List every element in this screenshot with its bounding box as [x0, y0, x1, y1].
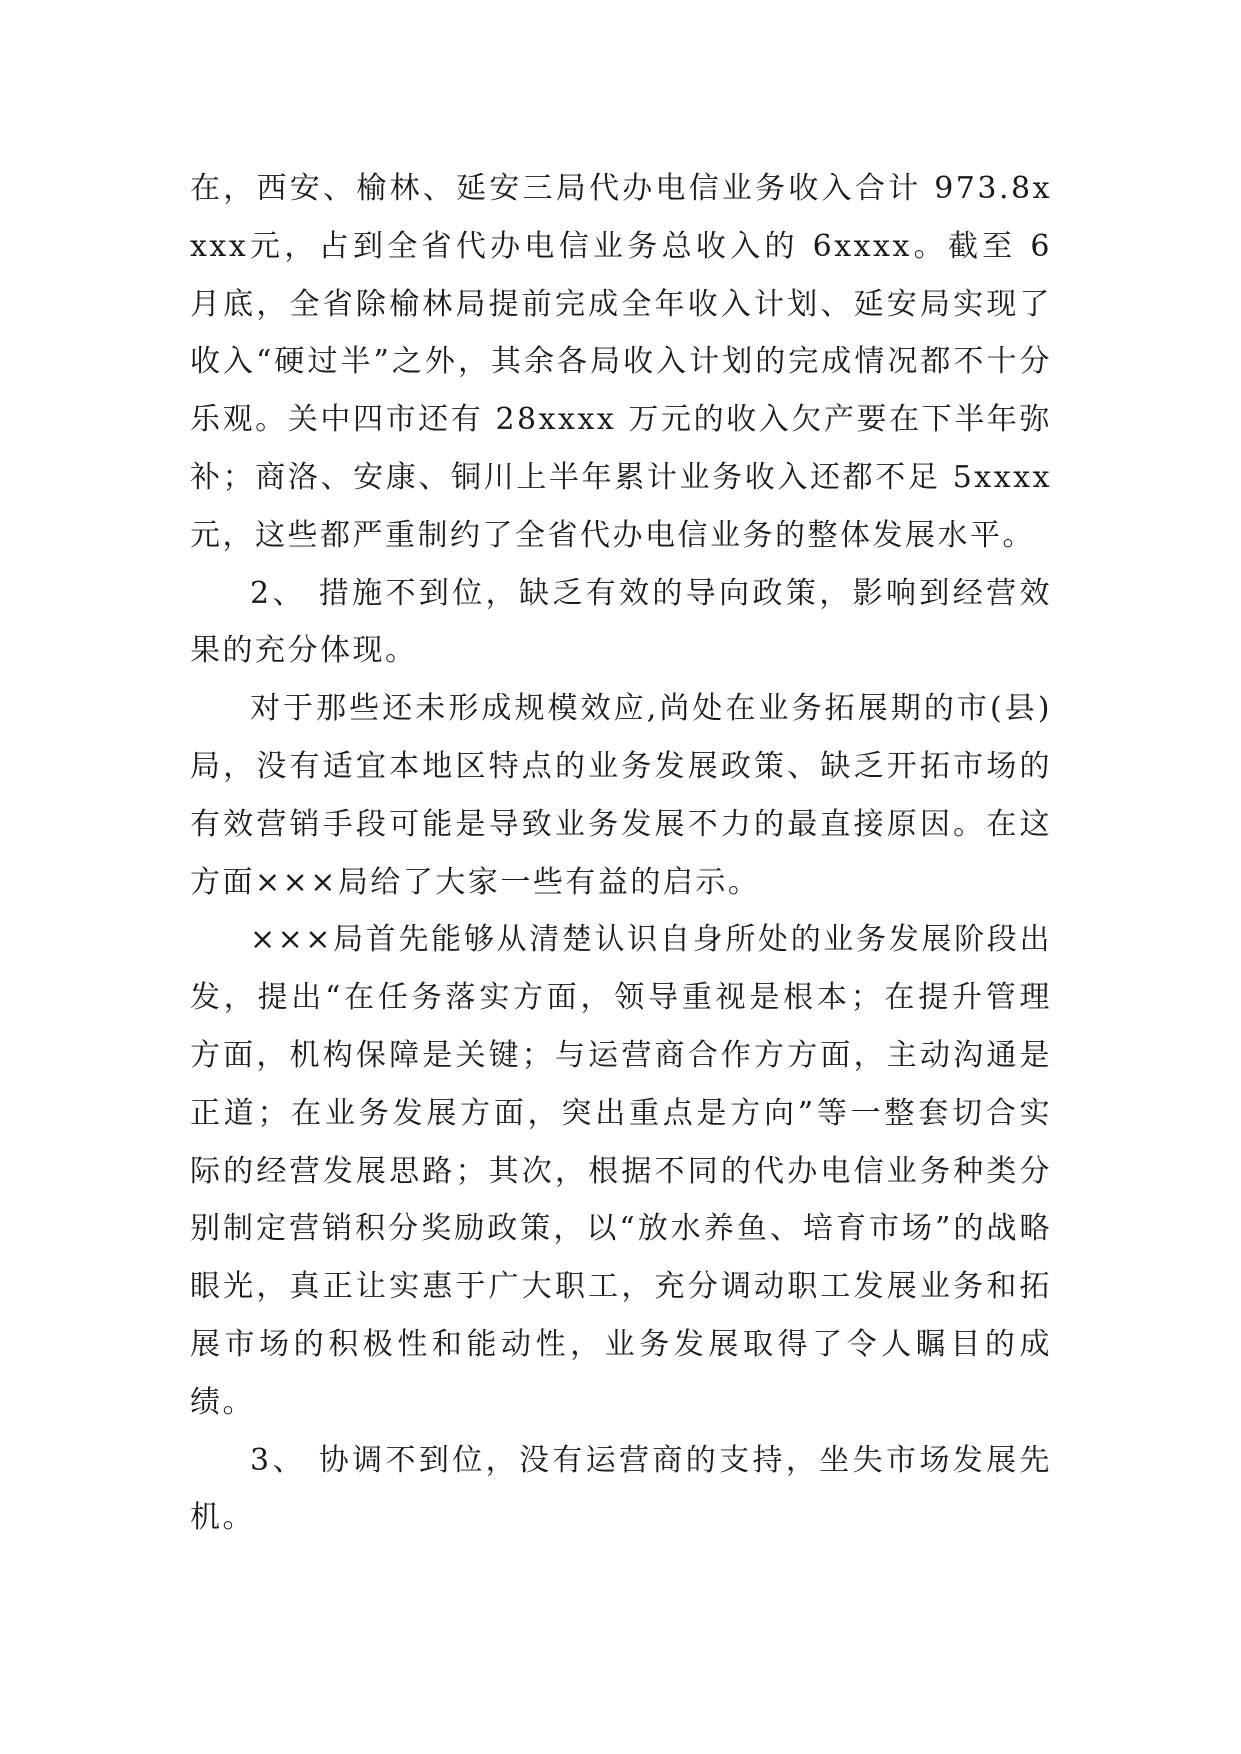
document-body — [190, 160, 1052, 1547]
paragraph-revenue-summary: 在，西安、榆林、延安三局代办电信业务收入合计 973.8xxxx元，占到全省代办电信业务总收入的 6xxxx。截至 6 月底，全省除榆林局提前完成全年收入计划、延安局实现了收入“硬过半”之外，其余各局收入计划的完成情况都不十分乐观。关中四市还有 28xxxx 万元的收入欠产要在下半年弥补；商洛、安康、铜川上半年累计业务收入还都不足 5xxxx 元，这些都严重制约了全省代办电信业务的整体发展水平。 — [190, 171, 1052, 553]
paragraph-policy-analysis: 对于那些还未形成规模效应,尚处在业务拓展期的市(县)局，没有适宜本地区特点的业务发展政策、缺乏开拓市场的有效营销手段可能是导致业务发展不力的最直接原因。在这方面×××局给了大家一些有益的启示。 — [190, 691, 1052, 900]
paragraph-bureau-example: ×××局首先能够从清楚认识自身所处的业务发展阶段出发，提出“在任务落实方面，领导重视是根本；在提升管理方面，机构保障是关键；与运营商合作方方面，主动沟通是正道；在业务发展方面，突出重点是方向”等一整套切合实际的经营发展思路；其次，根据不同的代办电信业务种类分别制定营销积分奖励政策，以“放水养鱼、培育市场”的战略眼光，真正让实惠于广大职工，充分调动职工发展业务和拓展市场的积极性和能动性，业务发展取得了令人瞩目的成绩。 — [190, 922, 1052, 1420]
paragraph-point-2-heading: 2、 措施不到位，缺乏有效的导向政策，影响到经营效果的充分体现。 — [190, 575, 1052, 669]
paragraph-point-3-heading: 3、 协调不到位，没有运营商的支持，坐失市场发展先机。 — [190, 1442, 1052, 1536]
